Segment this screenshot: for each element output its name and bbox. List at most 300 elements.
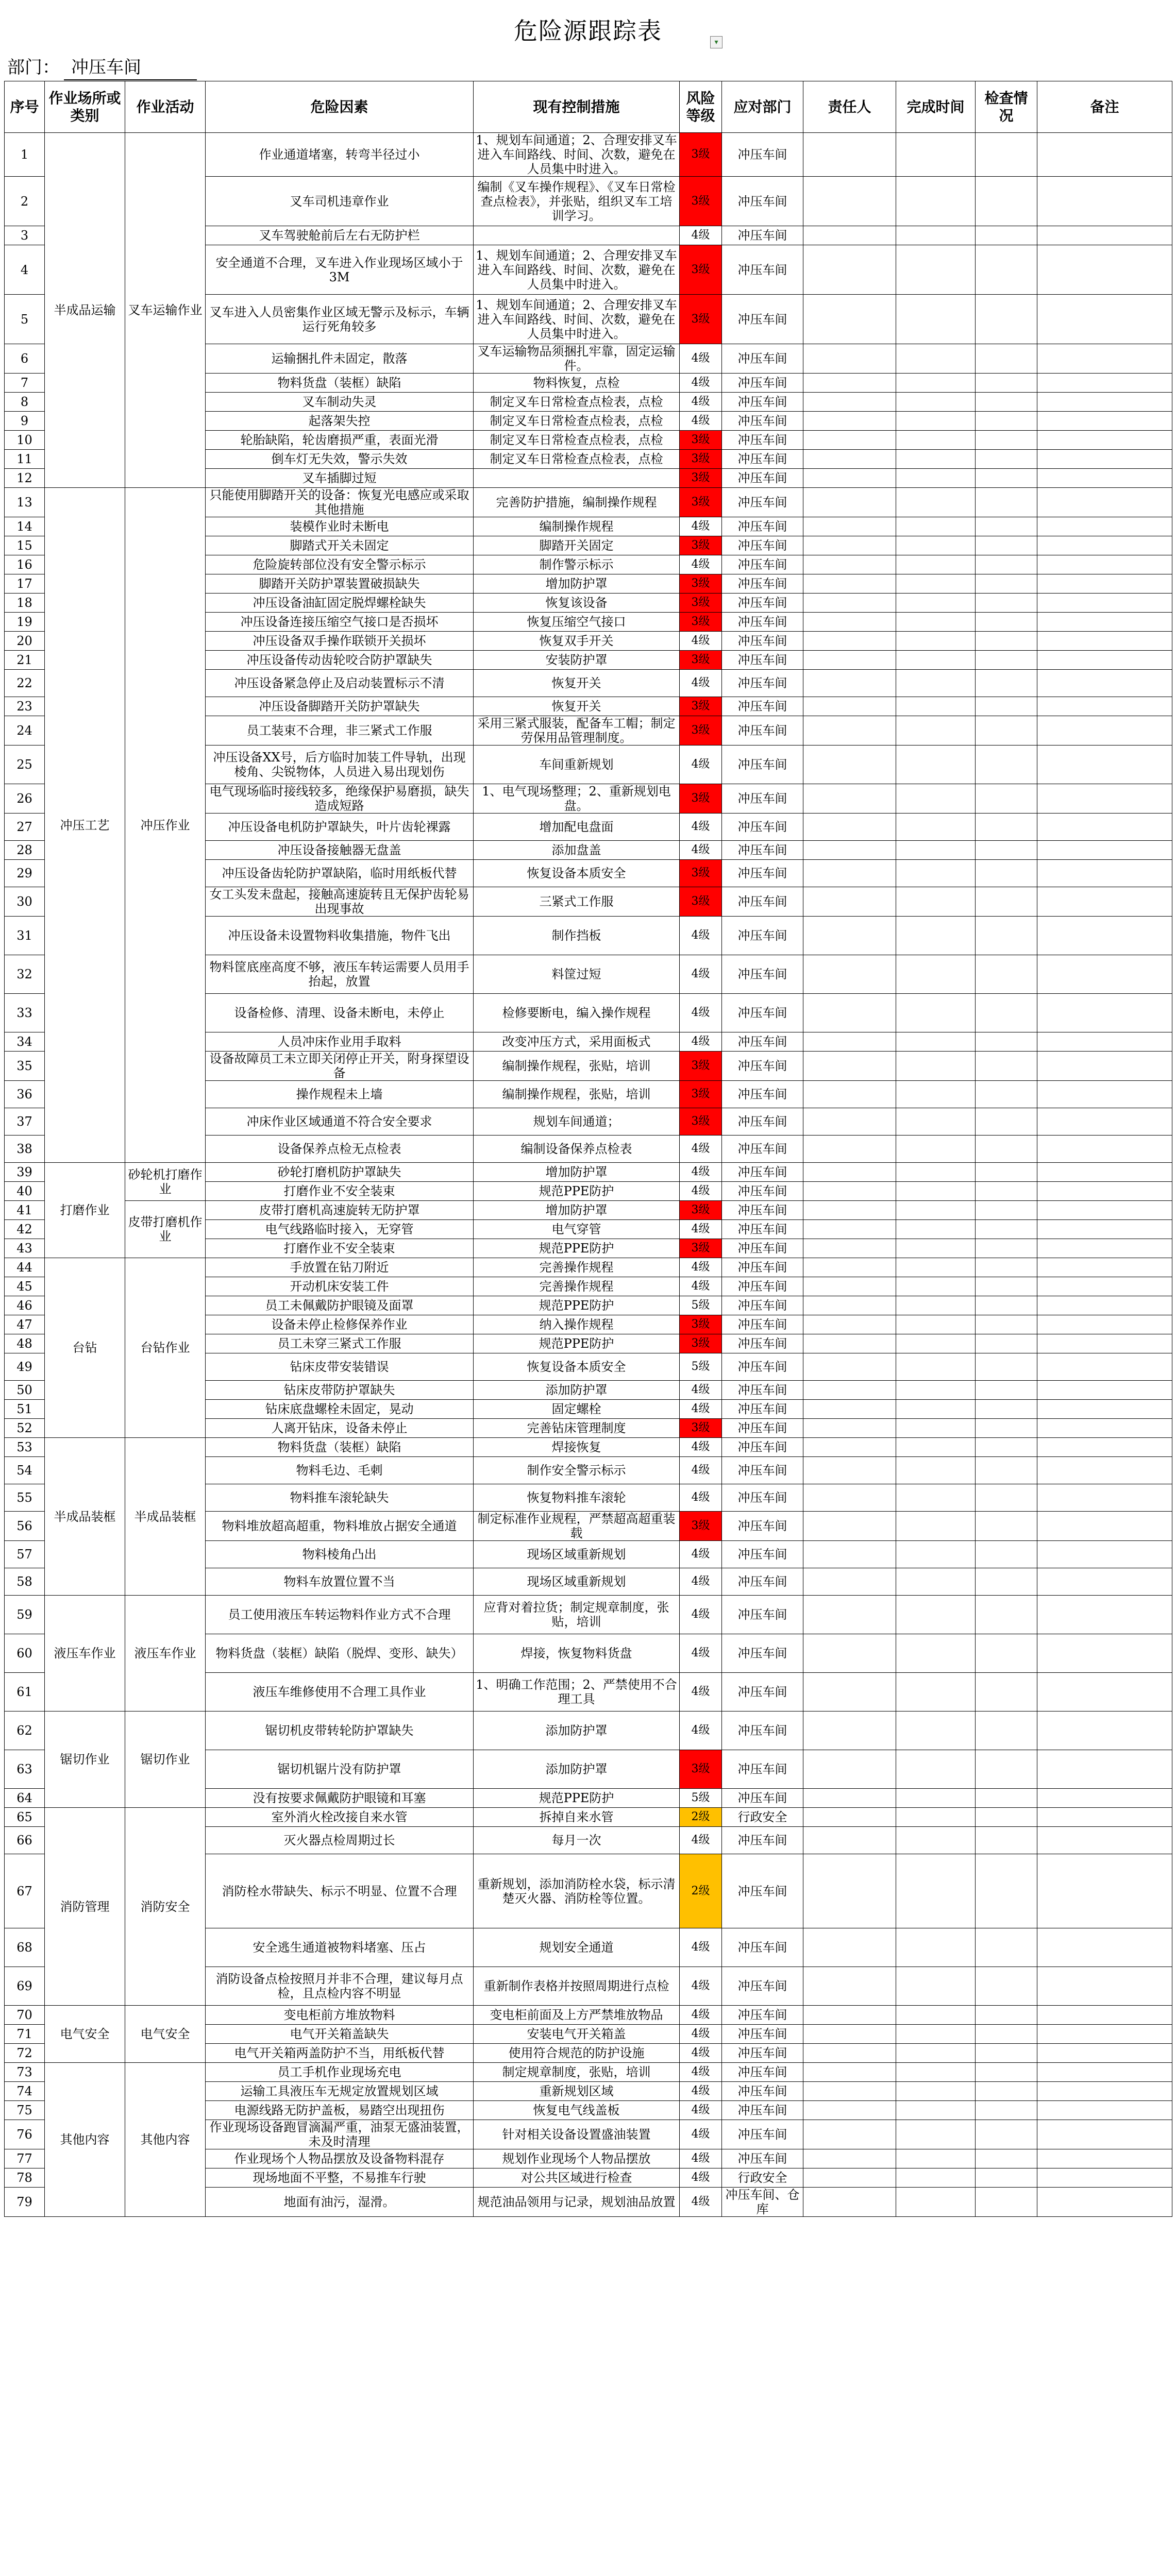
- risk-level-cell[interactable]: 4级: [680, 1928, 722, 1967]
- risk-level-cell[interactable]: 2级: [680, 1854, 722, 1928]
- remarks-cell[interactable]: [1037, 1353, 1172, 1381]
- row-number-cell[interactable]: 55: [5, 1484, 45, 1512]
- risk-level-cell[interactable]: 4级: [680, 517, 722, 536]
- row-number-cell[interactable]: 12: [5, 469, 45, 488]
- responsible-cell[interactable]: [803, 1296, 896, 1315]
- remarks-cell[interactable]: [1037, 1512, 1172, 1541]
- response-dept-cell[interactable]: 冲压车间: [722, 226, 803, 245]
- risk-level-cell[interactable]: 4级: [680, 555, 722, 574]
- completion-time-cell[interactable]: [896, 1108, 976, 1136]
- row-number-cell[interactable]: 28: [5, 841, 45, 860]
- control-measure-cell[interactable]: 重新规划区域: [474, 2082, 680, 2101]
- work-activity-cell[interactable]: 其他内容: [125, 2063, 206, 2217]
- control-measure-cell[interactable]: 规范PPE防护: [474, 1296, 680, 1315]
- responsible-cell[interactable]: [803, 1634, 896, 1673]
- remarks-cell[interactable]: [1037, 2149, 1172, 2168]
- hazard-cell[interactable]: 物料货盘（装框）缺陷（脱焊、变形、缺失）: [206, 1634, 474, 1673]
- hazard-cell[interactable]: 冲压设备油缸固定脱焊螺栓缺失: [206, 594, 474, 613]
- risk-level-cell[interactable]: 3级: [680, 450, 722, 469]
- completion-time-cell[interactable]: [896, 1438, 976, 1457]
- response-dept-cell[interactable]: 冲压车间: [722, 955, 803, 994]
- remarks-cell[interactable]: [1037, 393, 1172, 412]
- risk-level-cell[interactable]: 4级: [680, 1541, 722, 1568]
- hazard-cell[interactable]: 脚踏式开关未固定: [206, 536, 474, 555]
- hazard-cell[interactable]: 起落架失控: [206, 412, 474, 431]
- inspection-cell[interactable]: [976, 2149, 1037, 2168]
- completion-time-cell[interactable]: [896, 841, 976, 860]
- row-number-cell[interactable]: 13: [5, 488, 45, 517]
- inspection-cell[interactable]: [976, 488, 1037, 517]
- hazard-cell[interactable]: 冲压设备紧急停止及启动装置标示不清: [206, 670, 474, 697]
- remarks-cell[interactable]: [1037, 1400, 1172, 1419]
- control-measure-cell[interactable]: 制定规章制度，张贴，培训: [474, 2063, 680, 2082]
- control-measure-cell[interactable]: [474, 469, 680, 488]
- response-dept-cell[interactable]: 冲压车间: [722, 488, 803, 517]
- row-number-cell[interactable]: 42: [5, 1220, 45, 1239]
- control-measure-cell[interactable]: 检修要断电，编入操作规程: [474, 994, 680, 1032]
- control-measure-cell[interactable]: 对公共区域进行检查: [474, 2168, 680, 2188]
- responsible-cell[interactable]: [803, 917, 896, 955]
- responsible-cell[interactable]: [803, 393, 896, 412]
- completion-time-cell[interactable]: [896, 2168, 976, 2188]
- control-measure-cell[interactable]: 规范PPE防护: [474, 1789, 680, 1808]
- remarks-cell[interactable]: [1037, 1381, 1172, 1400]
- responsible-cell[interactable]: [803, 1568, 896, 1596]
- inspection-cell[interactable]: [976, 1596, 1037, 1634]
- remarks-cell[interactable]: [1037, 716, 1172, 745]
- response-dept-cell[interactable]: 冲压车间: [722, 536, 803, 555]
- response-dept-cell[interactable]: 冲压车间: [722, 697, 803, 716]
- row-number-cell[interactable]: 11: [5, 450, 45, 469]
- responsible-cell[interactable]: [803, 745, 896, 784]
- completion-time-cell[interactable]: [896, 344, 976, 374]
- response-dept-cell[interactable]: 冲压车间: [722, 431, 803, 450]
- hazard-cell[interactable]: 物料推车滚轮缺失: [206, 1484, 474, 1512]
- row-number-cell[interactable]: 3: [5, 226, 45, 245]
- response-dept-cell[interactable]: 冲压车间: [722, 2101, 803, 2120]
- response-dept-cell[interactable]: 冲压车间: [722, 1296, 803, 1315]
- control-measure-cell[interactable]: 规范油品领用与记录，规划油品放置: [474, 2188, 680, 2217]
- completion-time-cell[interactable]: [896, 393, 976, 412]
- completion-time-cell[interactable]: [896, 245, 976, 295]
- hazard-cell[interactable]: 物料毛边、毛刺: [206, 1457, 474, 1484]
- responsible-cell[interactable]: [803, 1541, 896, 1568]
- row-number-cell[interactable]: 8: [5, 393, 45, 412]
- inspection-cell[interactable]: [976, 2188, 1037, 2217]
- hazard-cell[interactable]: 电气现场临时接线较多，绝缘保护易磨损，缺失造成短路: [206, 784, 474, 814]
- risk-level-cell[interactable]: 3级: [680, 245, 722, 295]
- inspection-cell[interactable]: [976, 295, 1037, 344]
- hazard-cell[interactable]: 员工使用液压车转运物料作业方式不合理: [206, 1596, 474, 1634]
- inspection-cell[interactable]: [976, 841, 1037, 860]
- row-number-cell[interactable]: 60: [5, 1634, 45, 1673]
- hazard-cell[interactable]: 设备检修、清理、设备未断电，未停止: [206, 994, 474, 1032]
- response-dept-cell[interactable]: 冲压车间: [722, 1258, 803, 1277]
- completion-time-cell[interactable]: [896, 1220, 976, 1239]
- hazard-cell[interactable]: 冲压设备接触器无盘盖: [206, 841, 474, 860]
- inspection-cell[interactable]: [976, 393, 1037, 412]
- responsible-cell[interactable]: [803, 1258, 896, 1277]
- response-dept-cell[interactable]: 冲压车间: [722, 1400, 803, 1419]
- inspection-cell[interactable]: [976, 1258, 1037, 1277]
- row-number-cell[interactable]: 6: [5, 344, 45, 374]
- row-number-cell[interactable]: 47: [5, 1315, 45, 1334]
- response-dept-cell[interactable]: 冲压车间: [722, 393, 803, 412]
- responsible-cell[interactable]: [803, 1315, 896, 1334]
- risk-level-cell[interactable]: 4级: [680, 1136, 722, 1163]
- control-measure-cell[interactable]: 拆掉自来水管: [474, 1808, 680, 1827]
- row-number-cell[interactable]: 17: [5, 574, 45, 594]
- risk-level-cell[interactable]: 4级: [680, 955, 722, 994]
- completion-time-cell[interactable]: [896, 1052, 976, 1081]
- responsible-cell[interactable]: [803, 594, 896, 613]
- responsible-cell[interactable]: [803, 632, 896, 651]
- remarks-cell[interactable]: [1037, 1419, 1172, 1438]
- completion-time-cell[interactable]: [896, 716, 976, 745]
- risk-level-cell[interactable]: 3级: [680, 697, 722, 716]
- response-dept-cell[interactable]: 冲压车间: [722, 344, 803, 374]
- remarks-cell[interactable]: [1037, 2082, 1172, 2101]
- row-number-cell[interactable]: 35: [5, 1052, 45, 1081]
- risk-level-cell[interactable]: 4级: [680, 1967, 722, 2006]
- hazard-cell[interactable]: 电气开关箱盖缺失: [206, 2025, 474, 2044]
- control-measure-cell[interactable]: 完善钻床管理制度: [474, 1419, 680, 1438]
- remarks-cell[interactable]: [1037, 860, 1172, 887]
- responsible-cell[interactable]: [803, 1201, 896, 1220]
- row-number-cell[interactable]: 61: [5, 1673, 45, 1711]
- inspection-cell[interactable]: [976, 412, 1037, 431]
- inspection-cell[interactable]: [976, 2025, 1037, 2044]
- work-activity-cell[interactable]: 电气安全: [125, 2006, 206, 2063]
- hazard-cell[interactable]: 物料棱角凸出: [206, 1541, 474, 1568]
- remarks-cell[interactable]: [1037, 555, 1172, 574]
- department-value[interactable]: 冲压车间: [64, 56, 197, 80]
- responsible-cell[interactable]: [803, 2025, 896, 2044]
- control-measure-cell[interactable]: 1、规划车间通道；2、合理安排叉车进入车间路线、时间、次数，避免在人员集中时进入。: [474, 245, 680, 295]
- risk-level-cell[interactable]: 3级: [680, 716, 722, 745]
- hazard-cell[interactable]: 打磨作业不安全装束: [206, 1182, 474, 1201]
- responsible-cell[interactable]: [803, 860, 896, 887]
- responsible-cell[interactable]: [803, 469, 896, 488]
- control-measure-cell[interactable]: 焊接恢复: [474, 1438, 680, 1457]
- inspection-cell[interactable]: [976, 1568, 1037, 1596]
- completion-time-cell[interactable]: [896, 1634, 976, 1673]
- responsible-cell[interactable]: [803, 2044, 896, 2063]
- inspection-cell[interactable]: [976, 1438, 1037, 1457]
- hazard-cell[interactable]: 室外消火栓改接自来水管: [206, 1808, 474, 1827]
- inspection-cell[interactable]: [976, 1808, 1037, 1827]
- control-measure-cell[interactable]: 规划作业现场个人物品摆放: [474, 2149, 680, 2168]
- risk-level-cell[interactable]: 4级: [680, 1400, 722, 1419]
- hazard-cell[interactable]: 地面有油污，湿滑。: [206, 2188, 474, 2217]
- responsible-cell[interactable]: [803, 1108, 896, 1136]
- response-dept-cell[interactable]: 冲压车间: [722, 632, 803, 651]
- responsible-cell[interactable]: [803, 1353, 896, 1381]
- responsible-cell[interactable]: [803, 1239, 896, 1258]
- remarks-cell[interactable]: [1037, 374, 1172, 393]
- completion-time-cell[interactable]: [896, 488, 976, 517]
- hazard-cell[interactable]: 冲压设备未设置物料收集措施，物件飞出: [206, 917, 474, 955]
- hazard-cell[interactable]: 叉车进入人员密集作业区域无警示及标示，车辆运行死角较多: [206, 295, 474, 344]
- control-measure-cell[interactable]: 重新规划，添加消防栓水袋，标示清楚灭火器、消防栓等位置。: [474, 1854, 680, 1928]
- risk-level-cell[interactable]: 4级: [680, 1827, 722, 1854]
- risk-level-cell[interactable]: 3级: [680, 887, 722, 917]
- risk-level-cell[interactable]: 3级: [680, 1239, 722, 1258]
- risk-level-cell[interactable]: 4级: [680, 632, 722, 651]
- responsible-cell[interactable]: [803, 2101, 896, 2120]
- control-measure-cell[interactable]: 现场区域重新规划: [474, 1568, 680, 1596]
- completion-time-cell[interactable]: [896, 1419, 976, 1438]
- control-measure-cell[interactable]: 改变冲压方式，采用面板式: [474, 1032, 680, 1052]
- row-number-cell[interactable]: 59: [5, 1596, 45, 1634]
- hazard-cell[interactable]: 叉车插脚过短: [206, 469, 474, 488]
- hazard-cell[interactable]: 叉车制动失灵: [206, 393, 474, 412]
- risk-level-cell[interactable]: 3级: [680, 594, 722, 613]
- row-number-cell[interactable]: 76: [5, 2120, 45, 2149]
- hazard-cell[interactable]: 钻床底盘螺栓未固定，晃动: [206, 1400, 474, 1419]
- response-dept-cell[interactable]: 冲压车间: [722, 1220, 803, 1239]
- completion-time-cell[interactable]: [896, 2006, 976, 2025]
- remarks-cell[interactable]: [1037, 177, 1172, 226]
- control-measure-cell[interactable]: 添加盘盖: [474, 841, 680, 860]
- remarks-cell[interactable]: [1037, 1711, 1172, 1750]
- risk-level-cell[interactable]: 4级: [680, 1258, 722, 1277]
- work-area-cell[interactable]: 打磨作业: [45, 1163, 125, 1258]
- remarks-cell[interactable]: [1037, 1163, 1172, 1182]
- risk-level-cell[interactable]: 4级: [680, 1484, 722, 1512]
- remarks-cell[interactable]: [1037, 245, 1172, 295]
- response-dept-cell[interactable]: 冲压车间: [722, 2149, 803, 2168]
- hazard-cell[interactable]: 装模作业时未断电: [206, 517, 474, 536]
- work-area-cell[interactable]: 锯切作业: [45, 1711, 125, 1808]
- row-number-cell[interactable]: 10: [5, 431, 45, 450]
- inspection-cell[interactable]: [976, 1928, 1037, 1967]
- inspection-cell[interactable]: [976, 469, 1037, 488]
- remarks-cell[interactable]: [1037, 469, 1172, 488]
- response-dept-cell[interactable]: 冲压车间: [722, 613, 803, 632]
- completion-time-cell[interactable]: [896, 860, 976, 887]
- control-measure-cell[interactable]: 完善防护措施，编制操作规程: [474, 488, 680, 517]
- risk-level-cell[interactable]: 4级: [680, 1673, 722, 1711]
- responsible-cell[interactable]: [803, 450, 896, 469]
- row-number-cell[interactable]: 74: [5, 2082, 45, 2101]
- remarks-cell[interactable]: [1037, 2025, 1172, 2044]
- responsible-cell[interactable]: [803, 2149, 896, 2168]
- responsible-cell[interactable]: [803, 887, 896, 917]
- completion-time-cell[interactable]: [896, 1163, 976, 1182]
- response-dept-cell[interactable]: 冲压车间: [722, 1052, 803, 1081]
- completion-time-cell[interactable]: [896, 670, 976, 697]
- control-measure-cell[interactable]: 恢复物料推车滚轮: [474, 1484, 680, 1512]
- row-number-cell[interactable]: 72: [5, 2044, 45, 2063]
- completion-time-cell[interactable]: [896, 1400, 976, 1419]
- row-number-cell[interactable]: 57: [5, 1541, 45, 1568]
- risk-level-cell[interactable]: 4级: [680, 1568, 722, 1596]
- risk-level-cell[interactable]: 4级: [680, 2188, 722, 2217]
- control-measure-cell[interactable]: 1、规划车间通道；2、合理安排叉车进入车间路线、时间、次数，避免在人员集中时进入。: [474, 133, 680, 177]
- control-measure-cell[interactable]: 规范PPE防护: [474, 1334, 680, 1353]
- control-measure-cell[interactable]: 制定标准作业规程，严禁超高超重装载: [474, 1512, 680, 1541]
- response-dept-cell[interactable]: 冲压车间: [722, 1419, 803, 1438]
- hazard-cell[interactable]: 冲压设备XX号，后方临时加装工件导轨，出现棱角、尖锐物体，人员进入易出现划伤: [206, 745, 474, 784]
- inspection-cell[interactable]: [976, 1220, 1037, 1239]
- row-number-cell[interactable]: 1: [5, 133, 45, 177]
- remarks-cell[interactable]: [1037, 1808, 1172, 1827]
- inspection-cell[interactable]: [976, 697, 1037, 716]
- response-dept-cell[interactable]: 冲压车间: [722, 1182, 803, 1201]
- work-area-cell[interactable]: 消防管理: [45, 1808, 125, 2006]
- inspection-cell[interactable]: [976, 955, 1037, 994]
- response-dept-cell[interactable]: 冲压车间: [722, 2082, 803, 2101]
- control-measure-cell[interactable]: 增加防护罩: [474, 1201, 680, 1220]
- hazard-cell[interactable]: 运输工具液压车无规定放置规划区域: [206, 2082, 474, 2101]
- control-measure-cell[interactable]: 应背对着拉货；制定规章制度，张贴，培训: [474, 1596, 680, 1634]
- inspection-cell[interactable]: [976, 517, 1037, 536]
- inspection-cell[interactable]: [976, 2101, 1037, 2120]
- remarks-cell[interactable]: [1037, 1081, 1172, 1108]
- response-dept-cell[interactable]: 冲压车间: [722, 555, 803, 574]
- hazard-cell[interactable]: 操作规程未上墙: [206, 1081, 474, 1108]
- hazard-cell[interactable]: 冲压设备连接压缩空气接口是否损坏: [206, 613, 474, 632]
- completion-time-cell[interactable]: [896, 1808, 976, 1827]
- responsible-cell[interactable]: [803, 613, 896, 632]
- row-number-cell[interactable]: 33: [5, 994, 45, 1032]
- control-measure-cell[interactable]: 规范PPE防护: [474, 1239, 680, 1258]
- inspection-cell[interactable]: [976, 917, 1037, 955]
- inspection-cell[interactable]: [976, 1334, 1037, 1353]
- responsible-cell[interactable]: [803, 1789, 896, 1808]
- remarks-cell[interactable]: [1037, 1541, 1172, 1568]
- control-measure-cell[interactable]: 规划车间通道；: [474, 1108, 680, 1136]
- hazard-cell[interactable]: 员工未穿三紧式工作服: [206, 1334, 474, 1353]
- completion-time-cell[interactable]: [896, 536, 976, 555]
- hazard-cell[interactable]: 物料货盘（装框）缺陷: [206, 374, 474, 393]
- hazard-cell[interactable]: 物料堆放超高超重，物料堆放占据安全通道: [206, 1512, 474, 1541]
- response-dept-cell[interactable]: 冲压车间: [722, 841, 803, 860]
- control-measure-cell[interactable]: 使用符合规范的防护设施: [474, 2044, 680, 2063]
- hazard-cell[interactable]: 设备未停止检修保养作业: [206, 1315, 474, 1334]
- control-measure-cell[interactable]: 添加防护罩: [474, 1750, 680, 1789]
- inspection-cell[interactable]: [976, 2082, 1037, 2101]
- work-activity-cell[interactable]: 消防安全: [125, 1808, 206, 2006]
- risk-level-cell[interactable]: 4级: [680, 374, 722, 393]
- inspection-cell[interactable]: [976, 1108, 1037, 1136]
- remarks-cell[interactable]: [1037, 536, 1172, 555]
- control-measure-cell[interactable]: 编制操作规程，张贴，培训: [474, 1052, 680, 1081]
- responsible-cell[interactable]: [803, 841, 896, 860]
- remarks-cell[interactable]: [1037, 841, 1172, 860]
- row-number-cell[interactable]: 68: [5, 1928, 45, 1967]
- completion-time-cell[interactable]: [896, 469, 976, 488]
- responsible-cell[interactable]: [803, 1854, 896, 1928]
- remarks-cell[interactable]: [1037, 1136, 1172, 1163]
- response-dept-cell[interactable]: 冲压车间: [722, 1484, 803, 1512]
- control-measure-cell[interactable]: 针对相关设备设置盛油装置: [474, 2120, 680, 2149]
- hazard-cell[interactable]: 员工未佩戴防护眼镜及面罩: [206, 1296, 474, 1315]
- responsible-cell[interactable]: [803, 2006, 896, 2025]
- row-number-cell[interactable]: 62: [5, 1711, 45, 1750]
- risk-level-cell[interactable]: 3级: [680, 536, 722, 555]
- remarks-cell[interactable]: [1037, 917, 1172, 955]
- response-dept-cell[interactable]: 冲压车间: [722, 1596, 803, 1634]
- completion-time-cell[interactable]: [896, 555, 976, 574]
- hazard-cell[interactable]: 倒车灯无失效，警示失效: [206, 450, 474, 469]
- row-number-cell[interactable]: 51: [5, 1400, 45, 1419]
- response-dept-cell[interactable]: 冲压车间: [722, 1789, 803, 1808]
- remarks-cell[interactable]: [1037, 2063, 1172, 2082]
- inspection-cell[interactable]: [976, 574, 1037, 594]
- remarks-cell[interactable]: [1037, 226, 1172, 245]
- hazard-cell[interactable]: 作业现场设备跑冒滴漏严重，油泵无盛油装置，未及时清理: [206, 2120, 474, 2149]
- control-measure-cell[interactable]: 变电柜前面及上方严禁堆放物品: [474, 2006, 680, 2025]
- responsible-cell[interactable]: [803, 1052, 896, 1081]
- control-measure-cell[interactable]: 规范PPE防护: [474, 1182, 680, 1201]
- completion-time-cell[interactable]: [896, 1711, 976, 1750]
- row-number-cell[interactable]: 70: [5, 2006, 45, 2025]
- inspection-cell[interactable]: [976, 2063, 1037, 2082]
- risk-level-cell[interactable]: 4级: [680, 2168, 722, 2188]
- responsible-cell[interactable]: [803, 517, 896, 536]
- inspection-cell[interactable]: [976, 1315, 1037, 1334]
- work-activity-cell[interactable]: 锯切作业: [125, 1711, 206, 1808]
- control-measure-cell[interactable]: 编制操作规程，张贴，培训: [474, 1081, 680, 1108]
- remarks-cell[interactable]: [1037, 1315, 1172, 1334]
- row-number-cell[interactable]: 75: [5, 2101, 45, 2120]
- inspection-cell[interactable]: [976, 1182, 1037, 1201]
- response-dept-cell[interactable]: 冲压车间: [722, 1928, 803, 1967]
- row-number-cell[interactable]: 26: [5, 784, 45, 814]
- completion-time-cell[interactable]: [896, 1353, 976, 1381]
- row-number-cell[interactable]: 46: [5, 1296, 45, 1315]
- inspection-cell[interactable]: [976, 1052, 1037, 1081]
- inspection-cell[interactable]: [976, 1711, 1037, 1750]
- hazard-cell[interactable]: 锯切机皮带转轮防护罩缺失: [206, 1711, 474, 1750]
- remarks-cell[interactable]: [1037, 887, 1172, 917]
- control-measure-cell[interactable]: 焊接，恢复物料货盘: [474, 1634, 680, 1673]
- row-number-cell[interactable]: 37: [5, 1108, 45, 1136]
- responsible-cell[interactable]: [803, 344, 896, 374]
- hazard-cell[interactable]: 灭火器点检周期过长: [206, 1827, 474, 1854]
- risk-level-cell[interactable]: 3级: [680, 1108, 722, 1136]
- responsible-cell[interactable]: [803, 245, 896, 295]
- hazard-cell[interactable]: 作业现场个人物品摆放及设备物料混存: [206, 2149, 474, 2168]
- hazard-cell[interactable]: 皮带打磨机高速旋转无防护罩: [206, 1201, 474, 1220]
- completion-time-cell[interactable]: [896, 1854, 976, 1928]
- risk-level-cell[interactable]: 3级: [680, 1334, 722, 1353]
- inspection-cell[interactable]: [976, 1484, 1037, 1512]
- response-dept-cell[interactable]: 冲压车间: [722, 716, 803, 745]
- remarks-cell[interactable]: [1037, 1854, 1172, 1928]
- inspection-cell[interactable]: [976, 555, 1037, 574]
- completion-time-cell[interactable]: [896, 2082, 976, 2101]
- response-dept-cell[interactable]: 冲压车间: [722, 745, 803, 784]
- control-measure-cell[interactable]: 料筐过短: [474, 955, 680, 994]
- hazard-cell[interactable]: 开动机床安装工件: [206, 1277, 474, 1296]
- hazard-cell[interactable]: 变电柜前方堆放物料: [206, 2006, 474, 2025]
- completion-time-cell[interactable]: [896, 2063, 976, 2082]
- response-dept-cell[interactable]: 冲压车间: [722, 651, 803, 670]
- completion-time-cell[interactable]: [896, 2120, 976, 2149]
- risk-level-cell[interactable]: 4级: [680, 994, 722, 1032]
- inspection-cell[interactable]: [976, 651, 1037, 670]
- inspection-cell[interactable]: [976, 887, 1037, 917]
- control-measure-cell[interactable]: 恢复电气线盖板: [474, 2101, 680, 2120]
- risk-level-cell[interactable]: 5级: [680, 1789, 722, 1808]
- response-dept-cell[interactable]: 冲压车间: [722, 670, 803, 697]
- inspection-cell[interactable]: [976, 1457, 1037, 1484]
- risk-level-cell[interactable]: 3级: [680, 574, 722, 594]
- responsible-cell[interactable]: [803, 716, 896, 745]
